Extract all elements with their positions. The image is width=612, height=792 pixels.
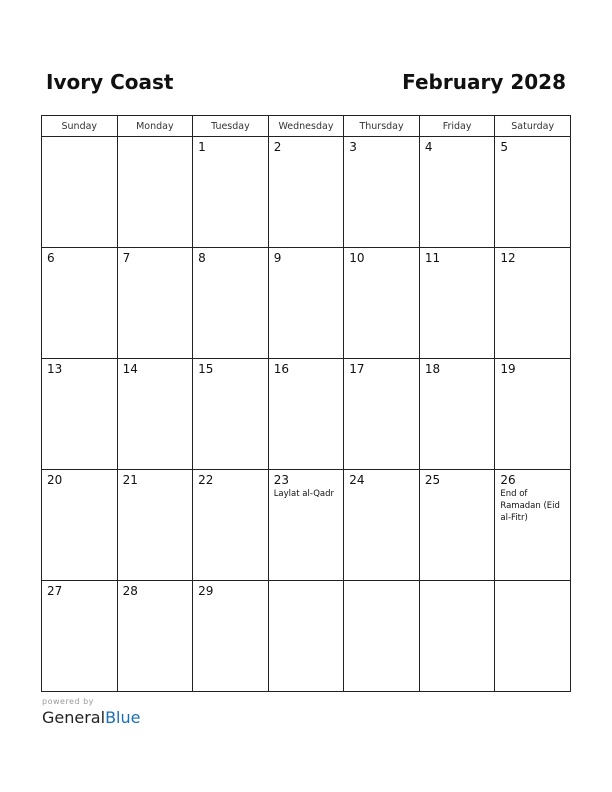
day-cell bbox=[419, 248, 495, 359]
day-cell bbox=[193, 359, 269, 470]
day-number: 28 bbox=[122, 584, 138, 598]
day-number: 8 bbox=[198, 251, 206, 265]
day-cell bbox=[42, 470, 118, 581]
day-number: 3 bbox=[349, 140, 357, 154]
day-number: 5 bbox=[500, 140, 509, 154]
weekday-tuesday: Tuesday bbox=[193, 116, 269, 137]
day-cell bbox=[419, 470, 495, 581]
day-cell bbox=[268, 359, 344, 470]
day-cell bbox=[42, 137, 118, 248]
day-cell bbox=[193, 470, 269, 581]
day-cell bbox=[117, 137, 193, 248]
week-row bbox=[42, 470, 571, 581]
weekday-saturday: Saturday bbox=[495, 116, 571, 137]
day-cell bbox=[495, 581, 571, 692]
day-number: 19 bbox=[500, 362, 516, 376]
day-number: 17 bbox=[349, 362, 365, 376]
day-cell bbox=[344, 248, 420, 359]
logo-blue-text: Blue bbox=[105, 708, 141, 727]
week-row bbox=[42, 137, 571, 248]
day-number: 26 bbox=[500, 473, 516, 487]
day-number: 24 bbox=[349, 473, 365, 487]
day-cell bbox=[419, 581, 495, 692]
day-cell bbox=[117, 470, 193, 581]
day-cell bbox=[193, 581, 269, 692]
day-cell bbox=[344, 470, 420, 581]
day-number: 1 bbox=[198, 140, 206, 154]
weekday-monday: Monday bbox=[117, 116, 193, 137]
day-number: 22 bbox=[198, 473, 214, 487]
day-cell bbox=[495, 470, 571, 581]
weekday-friday: Friday bbox=[419, 116, 495, 137]
day-cell bbox=[117, 248, 193, 359]
day-number: 23 bbox=[273, 473, 289, 487]
month-title: February 2028 bbox=[402, 70, 566, 94]
day-cell bbox=[193, 137, 269, 248]
powered-by-label: powered by bbox=[42, 697, 94, 706]
day-number: 13 bbox=[47, 362, 63, 376]
week-row bbox=[42, 581, 571, 692]
day-cell bbox=[268, 470, 344, 581]
generalblue-logo bbox=[42, 708, 140, 727]
week-row bbox=[42, 248, 571, 359]
day-number: 11 bbox=[424, 251, 441, 265]
day-number: 10 bbox=[349, 251, 365, 265]
holiday-label: End of Ramadan (Eid al-Fitr) bbox=[500, 489, 560, 523]
holiday-label: Laylat al-Qadr bbox=[273, 489, 335, 499]
calendar-grid bbox=[41, 115, 571, 692]
day-number: 16 bbox=[273, 362, 289, 376]
day-number: 2 bbox=[273, 140, 282, 154]
day-cell bbox=[495, 248, 571, 359]
weekday-thursday: Thursday bbox=[344, 116, 420, 137]
day-cell bbox=[495, 359, 571, 470]
day-number: 12 bbox=[500, 251, 516, 265]
generalblue-branding bbox=[42, 697, 140, 727]
day-number: 29 bbox=[198, 584, 214, 598]
day-cell bbox=[193, 248, 269, 359]
day-cell bbox=[42, 248, 118, 359]
day-cell bbox=[117, 359, 193, 470]
day-number: 21 bbox=[122, 473, 138, 487]
day-number: 9 bbox=[273, 251, 282, 265]
day-cell bbox=[42, 359, 118, 470]
day-cell bbox=[268, 581, 344, 692]
day-number: 6 bbox=[47, 251, 55, 265]
logo-general-text: General bbox=[42, 708, 106, 727]
day-cell bbox=[344, 137, 420, 248]
day-cell bbox=[344, 359, 420, 470]
day-number: 7 bbox=[122, 251, 131, 265]
day-cell bbox=[42, 581, 118, 692]
day-cell bbox=[268, 137, 344, 248]
day-cell bbox=[344, 581, 420, 692]
day-number: 18 bbox=[424, 362, 441, 376]
weekday-wednesday: Wednesday bbox=[268, 116, 344, 137]
weekday-sunday: Sunday bbox=[42, 116, 118, 137]
day-number: 15 bbox=[198, 362, 214, 376]
day-number: 14 bbox=[122, 362, 138, 376]
day-number: 4 bbox=[424, 140, 433, 154]
day-number: 25 bbox=[424, 473, 441, 487]
day-number: 20 bbox=[47, 473, 63, 487]
day-cell bbox=[268, 248, 344, 359]
day-number: 27 bbox=[47, 584, 63, 598]
day-cell bbox=[419, 137, 495, 248]
week-row bbox=[42, 359, 571, 470]
day-cell bbox=[117, 581, 193, 692]
weekday-header-row bbox=[42, 116, 571, 137]
day-cell bbox=[419, 359, 495, 470]
country-title: Ivory Coast bbox=[46, 70, 174, 94]
day-cell bbox=[495, 137, 571, 248]
